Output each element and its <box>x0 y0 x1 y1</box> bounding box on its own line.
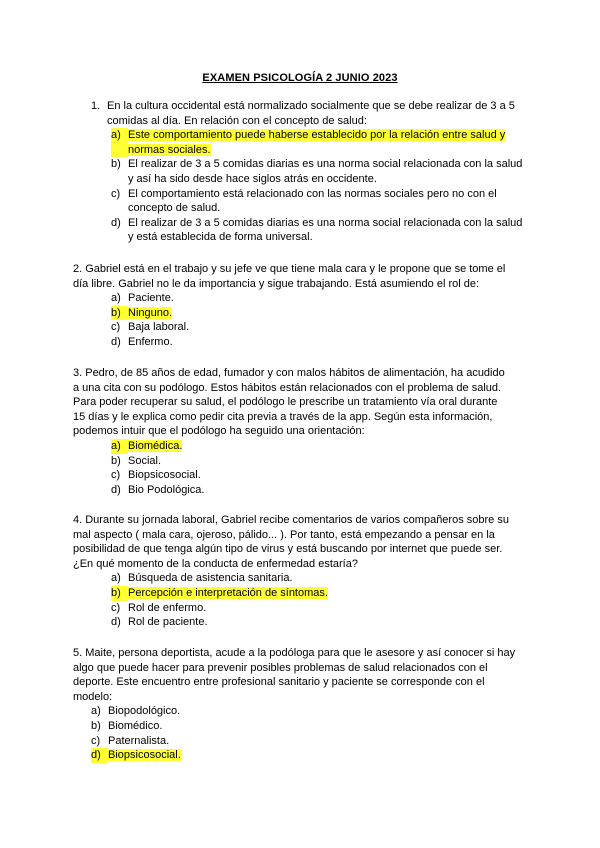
stem-line: En la cultura occidental está normalizado socialmente que se debe realizar de 3 a 5 <box>107 100 515 112</box>
option-b <box>91 719 530 734</box>
option-a <box>111 571 530 586</box>
option-text: Percepción e interpretación de síntomas. <box>128 586 328 599</box>
options-list <box>111 128 530 245</box>
stem-line: 15 días y le explica como pedir cita previa a través de la app. Según esta información, <box>73 410 493 423</box>
option-c <box>111 320 530 335</box>
question-stem <box>73 646 530 704</box>
option-label: b) <box>111 454 121 467</box>
option-c <box>111 187 530 216</box>
question-stem <box>91 99 530 128</box>
options-list <box>111 571 530 629</box>
option-text: Social. <box>128 454 162 467</box>
question-4 <box>73 513 530 630</box>
option-label: b) <box>111 586 128 601</box>
stem-line: comidas al día. En relación con el concepto de salud: <box>107 114 367 127</box>
option-text: concepto de salud. <box>128 202 221 215</box>
stem-line: Para poder recuperar su salud, el podólogo le prescribe un tratamiento vía oral durante <box>73 396 498 409</box>
option-text: El realizar de 3 a 5 comidas diarias es una norma social relacionada con la salud <box>128 216 523 229</box>
stem-line: 2. Gabriel está en el trabajo y su jefe ve que tiene mala cara y le propone que se tome el <box>73 263 506 275</box>
stem-line: modelo: <box>73 690 113 703</box>
question-number: 1. <box>91 100 101 112</box>
option-label: a) <box>111 439 128 454</box>
exam-title: EXAMEN PSICOLOGÍA 2 JUNIO 2023 <box>202 72 398 84</box>
option-label: a) <box>111 128 128 157</box>
option-text: El comportamiento está relacionado con las normas sociales pero no con el <box>128 187 497 200</box>
option-label: c) <box>111 187 121 200</box>
option-label: b) <box>111 306 128 321</box>
stem-line: ¿En qué momento de la conducta de enfermedad estaría? <box>73 557 358 570</box>
option-label: d) <box>111 216 121 229</box>
stem-line: 5. Maite, persona deportista, acude a la podóloga para que le asesore y así conocer si hay <box>73 647 516 659</box>
option-c <box>111 468 530 483</box>
option-a <box>111 291 530 306</box>
stem-line: posibilidad de que tenga algún tipo de virus y está buscando por internet que puede ser. <box>73 543 503 556</box>
option-label: a) <box>91 705 101 718</box>
stem-line: a una cita con su podólogo. Estos hábitos están relacionados con el problema de salud. <box>73 381 502 394</box>
stem-line: mal aspecto ( mala cara, ojeroso, pálido... ). Por tanto, está empezando a pensar en la <box>73 528 495 541</box>
stem-line: podemos intuir que el podólogo ha seguido una orientación: <box>73 425 365 438</box>
stem-line: día libre. Gabriel no le da importancia y sigue trabajando. Está asumiendo el rol de: <box>73 277 480 290</box>
option-label: c) <box>91 734 101 747</box>
option-text: Enfermo. <box>128 335 173 348</box>
option-label: d) <box>111 483 121 496</box>
option-d <box>111 615 530 630</box>
option-label: b) <box>91 719 101 732</box>
option-text: Paternalista. <box>108 734 170 747</box>
option-label: b) <box>111 158 121 171</box>
options-list <box>91 704 530 762</box>
option-label: a) <box>111 572 121 585</box>
option-text: Bio Podológica. <box>128 483 205 496</box>
option-text: Ninguno. <box>128 306 173 319</box>
option-text: y así ha sido desde hace siglos atrás en occidente. <box>128 172 377 185</box>
option-text: Biopsicosocial. <box>108 749 181 762</box>
option-text: normas sociales. <box>128 143 211 156</box>
option-c <box>91 734 530 749</box>
option-label: c) <box>111 321 121 334</box>
option-a <box>91 704 530 719</box>
option-a-highlighted <box>111 439 530 454</box>
option-text: Rol de enfermo. <box>128 601 207 614</box>
option-text: Paciente. <box>128 292 174 305</box>
option-d <box>111 335 530 350</box>
question-stem <box>73 366 530 439</box>
option-b <box>111 454 530 469</box>
option-text: Biomédico. <box>108 719 163 732</box>
stem-line: algo que puede hacer para prevenir posibles problemas de salud relacionados con el <box>73 661 488 674</box>
stem-line: 3. Pedro, de 85 años de edad, fumador y con malos hábitos de alimentación, ha acudido <box>73 367 505 379</box>
question-1 <box>91 99 530 245</box>
option-d <box>111 216 530 245</box>
option-b <box>111 157 530 186</box>
option-label: c) <box>111 469 121 482</box>
question-3 <box>73 366 530 497</box>
option-text: Baja laboral. <box>128 321 190 334</box>
option-text: El realizar de 3 a 5 comidas diarias es una norma social relacionada con la salud <box>128 158 523 171</box>
question-stem <box>73 262 530 291</box>
option-c <box>111 601 530 616</box>
option-text: Búsqueda de asistencia sanitaria. <box>128 572 293 585</box>
option-text: y está establecida de forma universal. <box>128 231 313 244</box>
option-a-highlighted <box>111 128 530 157</box>
option-b-highlighted <box>111 586 530 601</box>
option-label: d) <box>111 335 121 348</box>
option-text: Biopodológico. <box>108 705 181 718</box>
option-b-highlighted <box>111 306 530 321</box>
option-text: Biomédica. <box>128 439 183 452</box>
question-stem <box>73 513 530 571</box>
question-5 <box>73 646 530 763</box>
question-2 <box>73 262 530 350</box>
option-text: Este comportamiento puede haberse establecido por la relación entre salud y <box>128 129 506 142</box>
option-label: d) <box>111 616 121 629</box>
stem-line: deporte. Este encuentro entre profesional sanitario y paciente se corresponde con el <box>73 676 485 689</box>
option-label: d) <box>91 748 108 763</box>
option-d-highlighted <box>91 748 530 763</box>
option-text: Biopsicosocial. <box>128 469 201 482</box>
option-d <box>111 483 530 498</box>
stem-line: 4. Durante su jornada laboral, Gabriel recibe comentarios de varios compañeros sobre su <box>73 514 509 526</box>
option-label: a) <box>111 292 121 305</box>
options-list <box>111 439 530 497</box>
options-list <box>111 291 530 349</box>
option-label: c) <box>111 601 121 614</box>
option-text: Rol de paciente. <box>128 616 208 629</box>
